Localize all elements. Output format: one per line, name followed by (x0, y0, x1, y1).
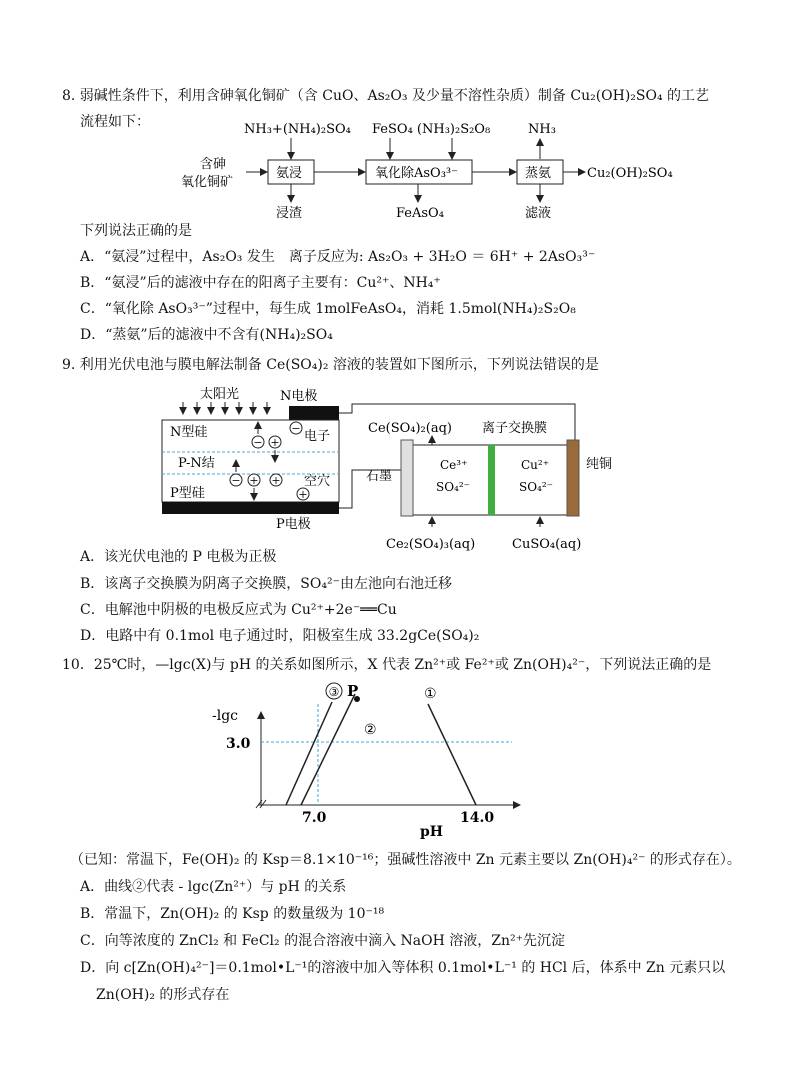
right-cation: Cu²⁺ (521, 458, 550, 472)
point-p-label: P (347, 682, 359, 700)
flow-raw-line1: 含砷 (200, 157, 227, 172)
flow-input-oxidants: FeSO₄ (NH₃)₂S₂O₈ (372, 122, 491, 137)
cu-feed-label: CuSO₄(aq) (512, 537, 582, 552)
flow-product: Cu₂(OH)₂SO₄ (587, 166, 673, 181)
plus-sign: + (249, 474, 259, 487)
q10-stem: 10．25℃时，—lgc(X)与 pH 的关系如图所示，X 代表 Zn²⁺或 Fe²⁺或 Zn(OH)₄²⁻，下列说法正确的是 (62, 657, 712, 673)
q9-option-c: C．电解池中阴极的电极反应式为 Cu²⁺+2e⁻══Cu (80, 602, 397, 618)
electron-label: 电子 (304, 429, 331, 444)
p-si-label: P型硅 (170, 486, 205, 501)
curve-3-label: ③ (328, 685, 340, 699)
plus-sign: + (271, 474, 281, 487)
ce-feed-label: Ce₂(SO₄)₃(aq) (386, 537, 476, 552)
plus-sign: + (298, 488, 308, 501)
q10-option-d-line1: D．向 c[Zn(OH)₄²⁻]＝0.1mol•L⁻¹的溶液中加入等体积 0.1mol•L⁻¹ 的 HCl 后，体系中 Zn 元素只以 (80, 960, 726, 976)
q8-option-d: D．“蒸氨”后的滤液中不含有(NH₄)₂SO₄ (80, 327, 333, 343)
q9-option-a: A．该光伏电池的 P 电极为正极 (80, 549, 277, 565)
flow-step-distill: 蒸氨 (525, 166, 552, 181)
curve-1-label: ① (424, 686, 437, 702)
q8-option-a: A．“氨浸”过程中，As₂O₃ 发生 离子反应为: As₂O₃ + 3H₂O ＝ 6H⁺ + 2AsO₃³⁻ (80, 249, 596, 265)
flow-out-filtrate: 滤液 (525, 206, 552, 221)
right-anion: SO₄²⁻ (519, 480, 554, 494)
flow-step-ammonia-leach: 氨浸 (276, 166, 303, 181)
flow-input-nh3: NH₃ (528, 122, 556, 137)
minus-sign: − (291, 422, 301, 435)
left-cation: Ce³⁺ (440, 458, 468, 472)
y-tick-3: 3.0 (226, 736, 251, 752)
p-electrode-label: P电极 (276, 517, 311, 532)
membrane-label: 离子交换膜 (482, 421, 548, 436)
n-electrode-label: N电极 (280, 389, 318, 404)
n-si-label: N型硅 (170, 425, 208, 440)
ce-product-label: Ce(SO₄)₂(aq) (368, 421, 452, 436)
q10-option-a: A．曲线②代表 - lgc(Zn²⁺）与 pH 的关系 (80, 879, 347, 895)
x-tick-14: 14.0 (460, 810, 495, 826)
flow-input-ammonia-salt: NH₃+(NH₄)₂SO₄ (244, 122, 351, 137)
plus-sign: + (270, 436, 280, 449)
q10-option-c: C．向等浓度的 ZnCl₂ 和 FeCl₂ 的混合溶液中滴入 NaOH 溶液，Zn²⁺先沉淀 (80, 933, 566, 949)
q8-prompt: 下列说法正确的是 (80, 223, 192, 239)
minus-sign: − (253, 436, 263, 449)
flow-raw-line2: 氧化铜矿 (181, 175, 234, 190)
q10-option-b: B．常温下，Zn(OH)₂ 的 Ksp 的数量级为 10⁻¹⁸ (80, 906, 385, 922)
left-anion: SO₄²⁻ (436, 480, 471, 494)
x-tick-7: 7.0 (302, 810, 327, 826)
curve-1 (428, 704, 476, 805)
q8-option-b: B．“氨浸”后的滤液中存在的阳离子主要有：Cu²⁺、NH₄⁺ (80, 275, 441, 291)
copper-label: 纯铜 (586, 457, 613, 472)
flow-step-oxidize: 氧化除AsO₃³⁻ (375, 166, 459, 181)
q9-option-b: B．该离子交换膜为阴离子交换膜，SO₄²⁻由左池向右池迁移 (80, 576, 452, 592)
x-axis-label: pH (420, 824, 444, 840)
flow-out-residue: 浸渣 (276, 206, 303, 221)
q8-stem-line2: 流程如下： (80, 114, 150, 130)
q8-stem-line1: 8. 弱碱性条件下，利用含砷氧化铜矿（含 CuO、As₂O₃ 及少量不溶性杂质）制备 Cu₂(OH)₂SO₄ 的工艺 (62, 88, 710, 104)
curve-2-label: ② (364, 722, 377, 738)
sunlight-label: 太阳光 (200, 387, 240, 402)
q9-option-d: D．电路中有 0.1mol 电子通过时，阳极室生成 33.2gCe(SO₄)₂ (80, 628, 480, 644)
pn-junction-label: P-N结 (178, 456, 215, 471)
q10-known: （已知：常温下，Fe(OH)₂ 的 Ksp＝8.1×10⁻¹⁶；强碱性溶液中 Zn 元素主要以 Zn(OH)₄²⁻ 的形式存在）。 (70, 852, 741, 868)
flow-out-feaso4: FeAsO₄ (396, 206, 444, 221)
graphite-label: 石墨 (366, 469, 393, 484)
q9-stem: 9. 利用光伏电池与膜电解法制备 Ce(SO₄)₂ 溶液的装置如下图所示，下列说法错误的是 (62, 357, 599, 373)
q8-option-c: C．“氧化除 AsO₃³⁻”过程中，每生成 1molFeAsO₄，消耗 1.5mol(NH₄)₂S₂O₈ (80, 301, 576, 317)
y-axis-label: -lgc (212, 708, 239, 724)
minus-sign: − (231, 474, 241, 487)
q10-option-d-line2: Zn(OH)₂ 的形式存在 (96, 987, 230, 1003)
hole-label: 空穴 (304, 474, 331, 489)
